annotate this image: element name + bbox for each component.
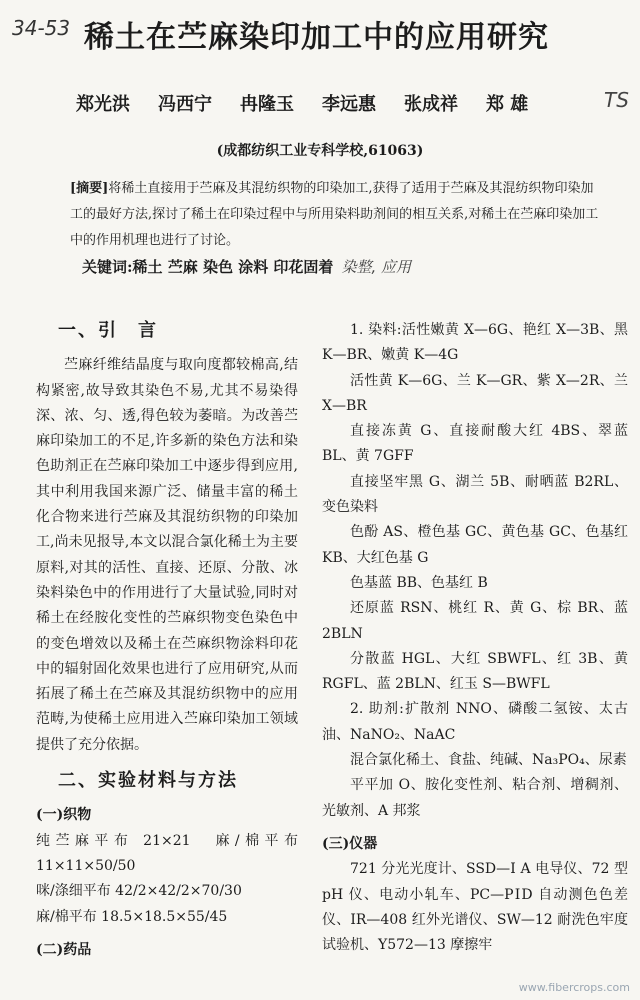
instruments-list: 721 分光光度计、SSD—Ⅰ A 电导仪、72 型 pH 仪、电动小轧车、PC—PⅠD 自动测色色差仪、IR—408 红外光谱仪、SW—12 耐洗色牢度试验机、Y572—13 摩擦牢 — [322, 861, 628, 954]
chemical-list-item: 直接坚牢黑 G、湖兰 5B、耐晒蓝 B2RL、变色染料 — [322, 473, 628, 516]
subheading-fabrics: (一)织物 — [36, 807, 92, 824]
keywords-text: 稀土 苎麻 染色 涂料 印花固着 — [132, 258, 334, 276]
watermark: www.fibercrops.com — [518, 981, 630, 994]
paper-title: 稀土在苎麻染印加工中的应用研究 — [84, 20, 549, 55]
section-heading-introduction: 一、引 言 — [58, 320, 158, 341]
chemical-list-item: 色基蓝 BB、色基红 B — [350, 574, 488, 591]
keywords-handwritten-note: 染整, 应用 — [341, 258, 411, 276]
affiliation: (成都纺织工业专科学校,61063) — [216, 143, 424, 159]
author-name: 张成祥 — [404, 94, 458, 115]
chemical-list-item: 活性黄 K—6G、兰 K—GR、紫 X—2R、兰 X—BR — [322, 372, 628, 414]
keywords-line — [82, 256, 411, 277]
chemical-list-item: 2. 助剂:扩散剂 NNO、磷酸二氢铵、太古油、NaNO₂、NaAC — [322, 701, 628, 743]
author-name: 郑光洪 — [76, 94, 130, 115]
subheading-chemicals: (二)药品 — [36, 941, 92, 958]
fabric-item: 咪/涤细平布 42/2×42/2×70/30 — [36, 883, 242, 900]
section-heading-materials: 二、实验材料与方法 — [58, 770, 238, 792]
abstract-label: [摘要] — [70, 181, 109, 196]
subheading-instruments: (三)仪器 — [322, 835, 378, 852]
author-name: 冯西宁 — [158, 94, 212, 115]
author-list — [76, 90, 528, 116]
chemical-list-item: 混合氯化稀土、食盐、纯碱、Na₃PO₄、尿素 — [350, 752, 627, 769]
chemical-list-item: 还原蓝 RSN、桃红 R、黄 G、棕 BR、蓝 2BLN — [322, 600, 628, 642]
chemical-list-item: 分散蓝 HGL、大红 SBWFL、红 3B、黄 RGFL、蓝 2BLN、红玉 S—BWFL — [322, 650, 628, 693]
keywords-label: 关键词: — [82, 258, 133, 276]
abstract-text: 将稀土直接用于苎麻及其混纺织物的印染加工,获得了适用于苎麻及其混纺织物印染加工的最好方法,探讨了稀土在印染过程中与所用染料助剂间的相互关系,对稀土在苎麻印染加工中的作用机理也进行了讨论。 — [70, 181, 599, 248]
author-name: 李远惠 — [322, 94, 376, 115]
left-column — [36, 318, 298, 963]
author-name: 冉隆玉 — [240, 94, 294, 115]
chemical-list-item: 直接冻黄 G、直接耐酸大红 4BS、翠蓝 BL、黄 7GFF — [322, 423, 628, 465]
chemical-list-item: 1. 染料:活性嫩黄 X—6G、艳红 X—3B、黑 K—BR、嫩黄 K—4G — [322, 322, 628, 364]
fabric-item: 麻/棉平布 18.5×18.5×55/45 — [36, 908, 228, 925]
author-name: 郑 雄 — [486, 94, 529, 115]
introduction-paragraph: 苎麻纤维结晶度与取向度都较棉高,结构紧密,故导致其染色不易,尤其不易染得深、浓、匀、透,得色较为萎暗。为改善苎麻印染加工的不足,许多新的染色方法和染色助剂正在苎麻印染加工中逐步得到应用,其中利用我国来源广泛、储量丰富的稀土化合物来进行苎麻及其混纺织物的印染加工,尚未见报导,本文以混合氯化稀土为主要原料,对其的活性、直接、还原、分散、冰染料染色中的作用进行了大量试验,同时对稀土在经胺化变性的苎麻织物变色染色中的变色增效以及稀土在苎麻织物涂料印花中的辐射固化效果也进行了应用研究,从而拓展了稀土在苎麻及其混纺织物中的应用范畴,为使稀土应用进入苎麻印染加工领域提供了充分依据。 — [36, 357, 298, 753]
chemical-list-item: 平平加 O、胺化变性剂、粘合剂、增稠剂、光敏剂、A 邦浆 — [322, 777, 628, 819]
fabric-item: 纯苎麻平布 21×21 麻/棉平布 11×11×50/50 — [36, 832, 298, 874]
page-number: 34-53 — [12, 16, 71, 40]
abstract — [70, 176, 600, 254]
chemical-list-item: 色酚 AS、橙色基 GC、黄色基 GC、色基红 KB、大红色基 G — [322, 524, 628, 566]
right-column — [322, 318, 628, 958]
handwritten-note: TS — [604, 88, 629, 112]
